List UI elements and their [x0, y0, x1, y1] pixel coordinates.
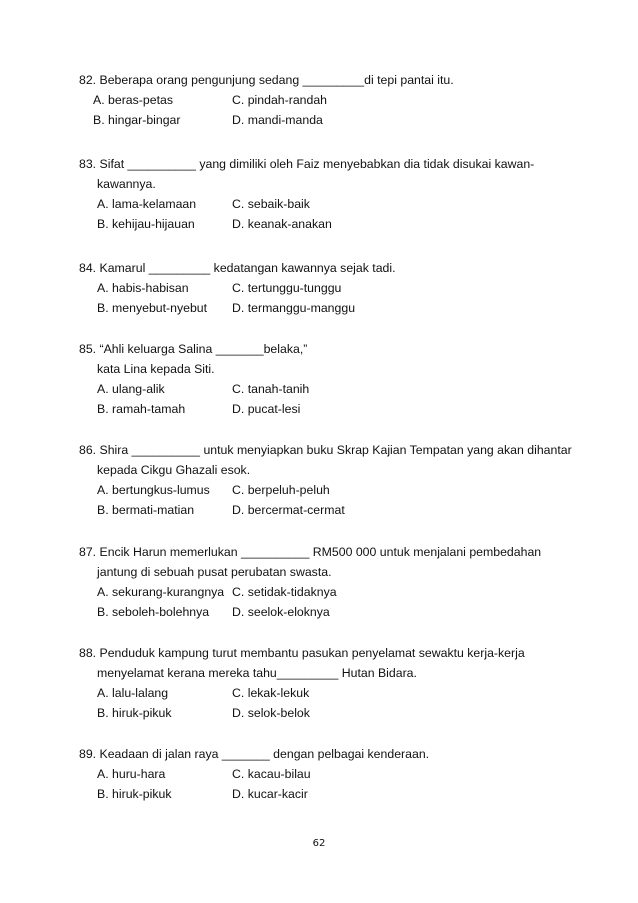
option-b: B. hiruk-pikuk [97, 787, 172, 801]
option-c: C. setidak-tidaknya [232, 585, 337, 599]
option-row [79, 480, 579, 500]
option-c: C. lekak-lekuk [232, 686, 310, 700]
question-88-text-cont: menyelamat kerana mereka tahu_________ Hutan Bidara. [97, 666, 417, 680]
option-c: C. tertunggu-tunggu [232, 281, 342, 295]
question-83 [79, 154, 579, 234]
option-c: C. pindah-randah [232, 93, 328, 107]
option-c: C. kacau-bilau [232, 767, 311, 781]
question-89 [79, 744, 579, 804]
option-a: A. huru-hara [97, 767, 166, 781]
question-88-text: 88. Penduduk kampung turut membantu pasukan penyelamat sewaktu kerja-kerja [79, 646, 525, 660]
option-row [79, 764, 579, 784]
option-b: B. bermati-matian [97, 503, 195, 517]
question-84 [79, 258, 579, 318]
option-a: A. lama-kelamaan [97, 197, 197, 211]
option-row [79, 90, 579, 110]
option-a: A. habis-habisan [97, 281, 189, 295]
option-row [79, 278, 579, 298]
option-c: C. sebaik-baik [232, 197, 310, 211]
option-d: D. keanak-anakan [232, 217, 332, 231]
option-b: B. menyebut-nyebut [97, 301, 208, 315]
question-83-text-cont: kawannya. [97, 177, 156, 191]
question-86 [79, 440, 579, 520]
option-row [79, 214, 579, 234]
option-d: D. pucat-lesi [232, 402, 301, 416]
option-row [79, 602, 579, 622]
option-b: B. ramah-tamah [97, 402, 186, 416]
option-row [79, 582, 579, 602]
option-row [79, 784, 579, 804]
option-row [79, 703, 579, 723]
question-86-text: 86. Shira __________ untuk menyiapkan buku Skrap Kajian Tempatan yang akan dihantar [79, 443, 572, 457]
option-d: D. bercermat-cermat [232, 503, 345, 517]
option-row [79, 379, 579, 399]
option-b: B. hiruk-pikuk [97, 706, 172, 720]
option-d: D. seelok-eloknya [232, 605, 330, 619]
question-87-text: 87. Encik Harun memerlukan __________ RM500 000 untuk menjalani pembedahan [79, 545, 542, 559]
option-c: C. tanah-tanih [232, 382, 310, 396]
question-85-text-cont: kata Lina kepada Siti. [97, 362, 215, 376]
question-86-text-cont: kepada Cikgu Ghazali esok. [97, 463, 251, 477]
question-82 [79, 70, 579, 130]
question-83-text: 83. Sifat __________ yang dimiliki oleh Faiz menyebabkan dia tidak disukai kawan- [79, 157, 535, 171]
question-85-text: 85. “Ahli keluarga Salina _______belaka,” [79, 342, 308, 356]
option-a: A. ulang-alik [97, 382, 165, 396]
option-row [79, 399, 579, 419]
question-88 [79, 643, 579, 723]
option-a: A. bertungkus-lumus [97, 483, 210, 497]
option-a: A. beras-petas [93, 93, 173, 107]
option-row [79, 500, 579, 520]
question-87-text-cont: jantung di sebuah pusat perubatan swasta. [97, 565, 332, 579]
option-b: B. kehijau-hijauan [97, 217, 195, 231]
option-a: A. lalu-lalang [97, 686, 169, 700]
question-82-text: 82. Beberapa orang pengunjung sedang _________di tepi pantai itu. [79, 73, 454, 87]
option-a: A. sekurang-kurangnya [97, 585, 225, 599]
option-row [79, 298, 579, 318]
option-c: C. berpeluh-peluh [232, 483, 330, 497]
option-d: D. termanggu-manggu [232, 301, 356, 315]
option-d: D. kucar-kacir [232, 787, 308, 801]
question-85 [79, 339, 579, 419]
option-d: D. selok-belok [232, 706, 310, 720]
option-b: B. hingar-bingar [93, 113, 181, 127]
question-89-text: 89. Keadaan di jalan raya _______ dengan pelbagai kenderaan. [79, 747, 430, 761]
question-84-text: 84. Kamarul _________ kedatangan kawannya sejak tadi. [79, 261, 396, 275]
option-d: D. mandi-manda [232, 113, 323, 127]
option-b: B. seboleh-bolehnya [97, 605, 210, 619]
option-row [79, 683, 579, 703]
question-87 [79, 542, 579, 622]
option-row [79, 110, 579, 130]
page-number: 62 [312, 838, 326, 849]
option-row [79, 194, 579, 214]
